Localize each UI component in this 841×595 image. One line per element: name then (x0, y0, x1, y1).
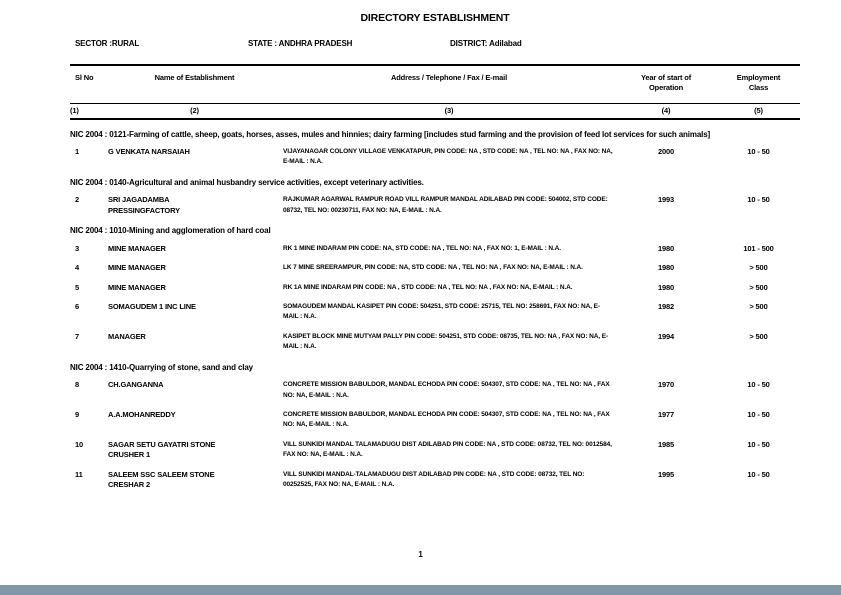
nic-section-header: NIC 2004 : 1410-Quarrying of stone, sand and clay (70, 362, 253, 372)
meta-state: STATE : ANDHRA PRADESH (248, 39, 353, 48)
bottom-bar (0, 585, 841, 595)
table-row (70, 440, 800, 461)
cell-establishment-name: SRI JAGADAMBA PRESSINGFACTORY (108, 195, 180, 215)
cell-address: VILL SUNKIDI MANDAL-TALAMADUGU DIST ADILABAD PIN CODE: NA , STD CODE: 08732, TEL NO: 00252525, FAX NO: NA, E-MAIL : N.A. (283, 470, 585, 488)
cell-address: RK 1A MINE INDARAM PIN CODE: NA , STD CODE: NA , TEL NO: NA , FAX NO: NA, E-MAIL : N.A. (283, 283, 573, 291)
cell-employment-class: 10 - 50 (747, 380, 770, 390)
cell-employment-class: 10 - 50 (747, 409, 770, 419)
page-number: 1 (418, 550, 423, 559)
cell-year-of-start: 1993 (657, 195, 675, 205)
table-row (70, 283, 800, 293)
cell-slno: 3 (75, 243, 80, 253)
cell-year-of-start: 1980 (657, 263, 675, 273)
col-header-employment (717, 73, 800, 93)
cell-employment-class: > 500 (749, 282, 768, 292)
nic-section-header: NIC 2004 : 0121-Farming of cattle, sheep, goats, horses, asses, mules and hinnies; dairy farming [includes stud farming and the provision of feed lot services for such animals] (70, 129, 711, 139)
document-meta (70, 39, 800, 48)
col-header-address: Address / Telephone / Fax / E-mail (390, 73, 508, 82)
cell-address: VILL SUNKIDI MANDAL TALAMADUGU DIST ADILABAD PIN CODE: NA , STD CODE: 08732, TEL NO: 0012584, FAX NO: NA, E-MAIL : N.A. (283, 440, 612, 459)
cell-year-of-start: 1977 (657, 409, 675, 419)
cell-slno: 10 (75, 439, 84, 449)
cell-address: CONCRETE MISSION BABULDOR, MANDAL ECHODA PIN CODE: 504307, STD CODE: NA , TEL NO: NA , FAX NO: NA, E-MAIL : N.A. (283, 381, 610, 399)
col-header-year (615, 73, 717, 93)
column-number-row (70, 104, 800, 118)
cell-establishment-name: MINE MANAGER (108, 282, 166, 292)
cell-slno: 9 (75, 409, 80, 419)
table-row (70, 195, 800, 216)
cell-year-of-start: 2000 (657, 147, 675, 157)
cell-employment-class: 10 - 50 (747, 147, 770, 157)
col-header-emp-line1: Employment (736, 73, 781, 82)
meta-sector: SECTOR :RURAL (75, 39, 140, 48)
column-number-1: (1) (70, 105, 79, 115)
meta-district: DISTRICT: Adilabad (450, 39, 522, 48)
cell-establishment-name: SOMAGUDEM 1 INC LINE (108, 302, 196, 312)
cell-establishment-name: G VENKATA NARSAIAH (108, 147, 190, 157)
column-number-5: (5) (754, 105, 763, 115)
table-row (70, 302, 800, 323)
cell-establishment-name: MANAGER (108, 331, 146, 341)
cell-slno: 6 (75, 302, 80, 312)
cell-establishment-name: CH.GANGANNA (108, 380, 164, 390)
cell-year-of-start: 1980 (657, 282, 675, 292)
cell-employment-class: 10 - 50 (747, 469, 770, 479)
cell-slno: 2 (75, 195, 80, 205)
table-header-row (70, 66, 800, 103)
table-row (70, 470, 800, 491)
table-row (70, 380, 800, 401)
table-row (70, 332, 800, 353)
cell-employment-class: 101 - 500 (743, 243, 774, 253)
col-header-name: Name of Establishment (154, 73, 235, 82)
cell-year-of-start: 1995 (657, 469, 675, 479)
col-header-year-line2: Operation (648, 82, 684, 92)
directory-table-body (70, 129, 800, 491)
col-header-emp-line2: Class (748, 82, 769, 92)
table-row (70, 244, 800, 254)
cell-address: KASIPET BLOCK MINE MUTYAM PALLY PIN CODE: 504251, STD CODE: 08735, TEL NO: NA , FAX NO: NA, E-MAIL : N.A. (283, 332, 609, 351)
cell-address: RK 1 MINE INDARAM PIN CODE: NA, STD CODE: NA , TEL NO: NA , FAX NO: 1, E-MAIL : N.A. (283, 244, 561, 252)
table-row (70, 147, 800, 168)
cell-slno: 7 (75, 331, 80, 341)
col-header-slno: Sl No (75, 73, 94, 82)
col-header-year-line1: Year of start of (640, 73, 692, 82)
cell-establishment-name: SALEEM SSC SALEEM STONE CRESHAR 2 (108, 469, 215, 489)
cell-employment-class: > 500 (749, 302, 768, 312)
cell-employment-class: > 500 (749, 331, 768, 341)
cell-year-of-start: 1980 (657, 243, 675, 253)
table-colnum-rule (70, 118, 800, 120)
cell-employment-class: > 500 (749, 263, 768, 273)
cell-year-of-start: 1994 (657, 331, 675, 341)
cell-address: CONCRETE MISSION BABULDOR, MANDAL ECHODA PIN CODE: 504307, STD CODE: NA , TEL NO: NA , FAX NO: NA, E-MAIL : N.A. (283, 410, 610, 429)
cell-year-of-start: 1982 (657, 302, 675, 312)
cell-year-of-start: 1985 (657, 439, 675, 449)
table-row (70, 263, 800, 273)
nic-section-header: NIC 2004 : 0140-Agricultural and animal husbandry service activities, except veterinary activities. (70, 177, 424, 187)
nic-section-header: NIC 2004 : 1010-Mining and agglomeration of hard coal (70, 226, 271, 236)
column-number-4: (4) (661, 105, 671, 115)
column-number-2: (2) (190, 105, 199, 115)
cell-employment-class: 10 - 50 (747, 195, 770, 205)
cell-address: VIJAYANAGAR COLONY VILLAGE VENKATAPUR, PIN CODE: NA , STD CODE: NA , TEL NO: NA , FAX NO: NA, E-MAIL : N.A. (283, 148, 613, 166)
cell-employment-class: 10 - 50 (747, 439, 770, 449)
cell-slno: 8 (75, 380, 80, 390)
cell-establishment-name: SAGAR SETU GAYATRI STONE CRUSHER 1 (108, 439, 216, 459)
table-row (70, 410, 800, 431)
cell-slno: 1 (75, 147, 80, 157)
cell-establishment-name: MINE MANAGER (108, 243, 166, 253)
cell-slno: 4 (75, 263, 80, 273)
cell-establishment-name: A.A.MOHANREDDY (108, 409, 176, 419)
cell-slno: 5 (75, 282, 80, 292)
cell-address: RAJKUMAR AGARWAL RAMPUR ROAD VILL RAMPUR MANDAL ADILABAD PIN CODE: 504002, STD CODE: 08732, TEL NO: 00230711, FAX NO: NA, E-MAIL : N.A. (283, 196, 608, 214)
cell-establishment-name: MINE MANAGER (108, 263, 166, 273)
column-number-3: (3) (444, 105, 454, 115)
page-title: DIRECTORY ESTABLISHMENT (360, 12, 510, 24)
cell-address: LK 7 MINE SREERAMPUR, PIN CODE: NA, STD CODE: NA , TEL NO: NA , FAX NO: NA, E-MAIL : N.A. (283, 264, 583, 272)
cell-slno: 11 (75, 469, 83, 479)
cell-address: SOMAGUDEM MANDAL KASIPET PIN CODE: 504251, STD CODE: 25715, TEL NO: 258691, FAX NO: NA, E-MAIL : N.A. (283, 303, 600, 321)
cell-year-of-start: 1970 (657, 380, 675, 390)
